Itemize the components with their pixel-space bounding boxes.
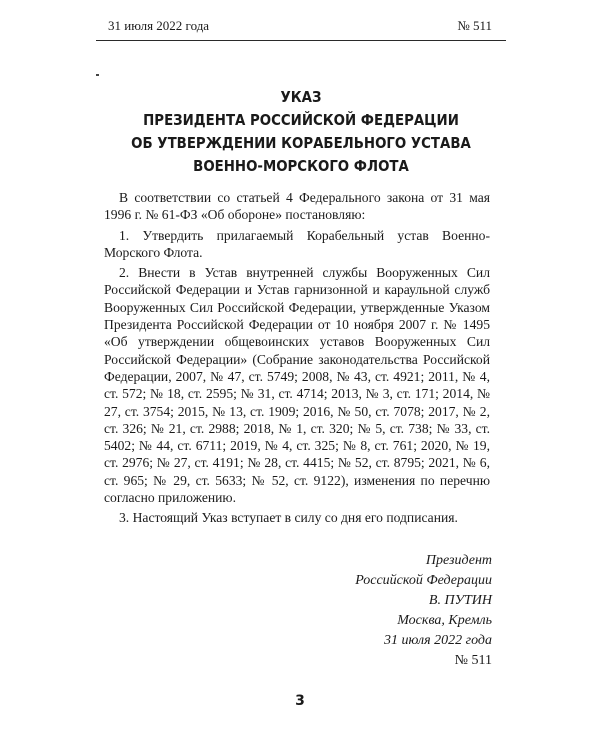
intro-paragraph: В соответствии со статьей 4 Федерального закона от 31 мая 1996 г. № 61-ФЗ «Об обороне» постановляю: bbox=[104, 190, 490, 223]
signature-place: Москва, Кремль bbox=[397, 613, 492, 628]
signature-block bbox=[252, 551, 492, 671]
page-number: 3 bbox=[295, 693, 305, 709]
title-line-4: ВОЕННО-МОРСКОГО ФЛОТА bbox=[193, 157, 409, 175]
signature-number: № 511 bbox=[454, 653, 492, 668]
document-title bbox=[125, 86, 478, 178]
item-2-paragraph: 2. Внести в Устав внутренней службы Вооруженных Сил Российской Федерации и Устав гарнизонной и караульной служб Вооруженных Сил Российской Федерации, утвержденные Указом Президента Российской Федерации от 10 ноября 2007 г. № 1495 «Об утверждении общевоинских уставов Вооруженных Сил Российской Федерации» (Собрание законодательства Российской Федерации, 2007, № 47, ст. 5749; 2008, № 43, ст. 4921; 2011, № 4, ст. 572; № 18, ст. 2595; № 31, ст. 4714; 2013, № 3, ст. 171; 2014, № 27, ст. 3754; 2015, № 13, ст. 1909; 2016, № 50, ст. 7078; 2017, № 2, ст. 326; № 21, ст. 2988; 2018, № 1, ст. 320; № 5, ст. 738; № 33, ст. 5402; № 44, ст. 6711; 2019, № 4, ст. 325; № 8, ст. 761; 2020, № 19, ст. 2976; № 27, ст. 4191; № 28, ст. 4415; № 52, ст. 8795; 2021, № 6, ст. 965; № 29, ст. 5633; № 52, ст. 9122), изменения по перечню согласно приложению. bbox=[104, 265, 490, 506]
print-speck bbox=[96, 74, 99, 76]
signature-date: 31 июля 2022 года bbox=[384, 633, 492, 648]
signature-country: Российской Федерации bbox=[355, 573, 492, 588]
decree-body bbox=[104, 189, 490, 527]
title-line-1: УКАЗ bbox=[280, 88, 322, 106]
signature-name: В. ПУТИН bbox=[428, 593, 492, 608]
header-rule bbox=[96, 40, 506, 41]
item-1-paragraph: 1. Утвердить прилагаемый Корабельный устав Военно-Морского Флота. bbox=[104, 227, 490, 260]
item-3-paragraph: 3. Настоящий Указ вступает в силу со дня его подписания. bbox=[119, 510, 458, 526]
title-line-2: ПРЕЗИДЕНТА РОССИЙСКОЙ ФЕДЕРАЦИИ bbox=[143, 111, 459, 129]
header-number: № 511 bbox=[457, 18, 492, 33]
signature-position: Президент bbox=[425, 553, 492, 568]
title-line-3: ОБ УТВЕРЖДЕНИИ КОРАБЕЛЬНОГО УСТАВА bbox=[131, 134, 471, 152]
header-date: 31 июля 2022 года bbox=[108, 18, 210, 33]
